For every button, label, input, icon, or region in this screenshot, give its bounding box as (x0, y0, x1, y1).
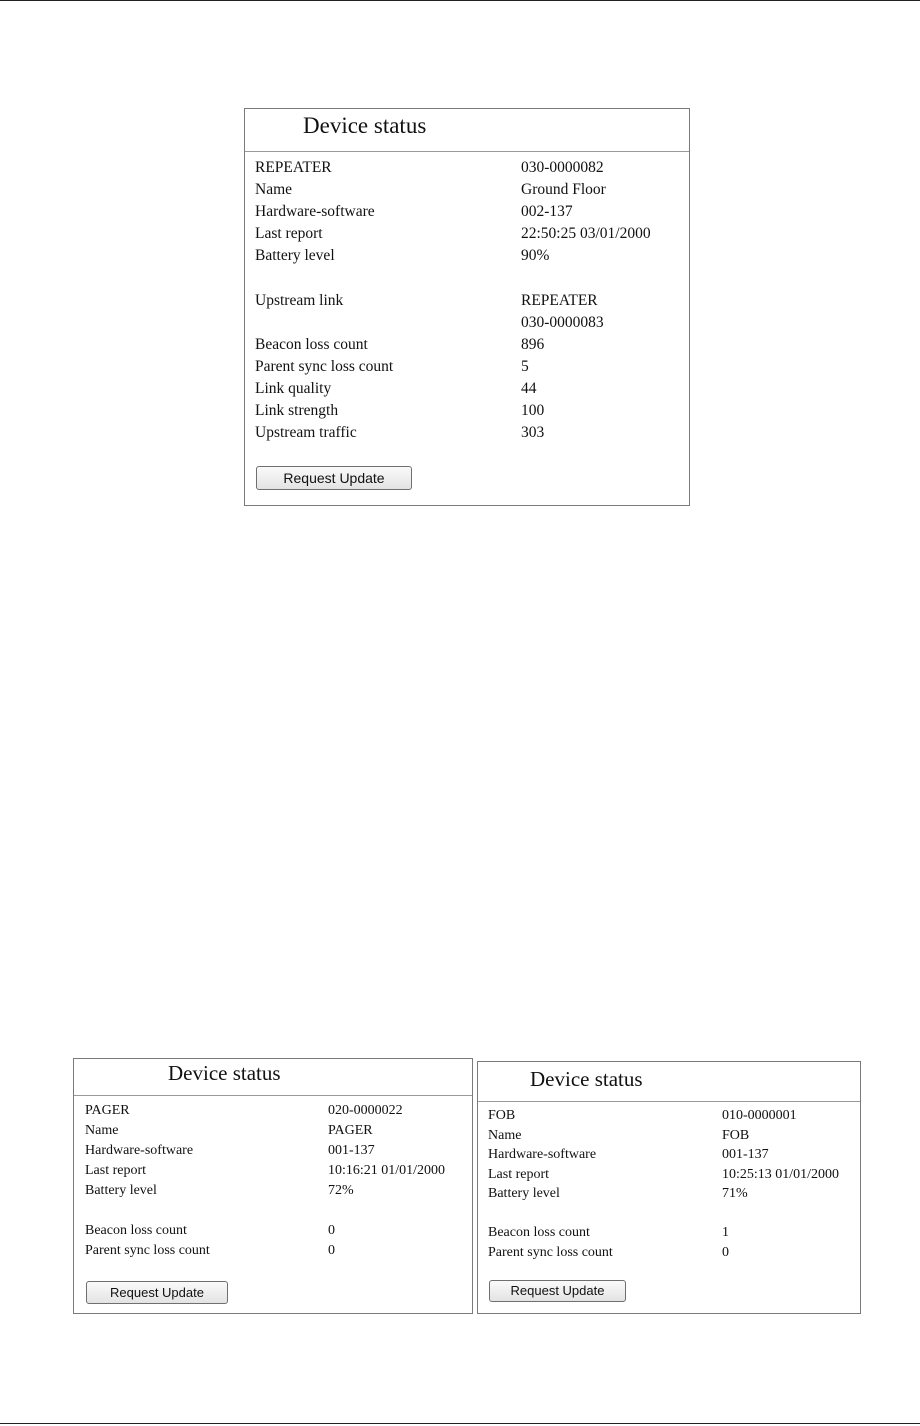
request-update-button[interactable]: Request Update (256, 466, 412, 490)
hardware-software-label: Hardware-software (488, 1147, 597, 1162)
device-status-panel-repeater (244, 108, 690, 506)
parent-sync-loss-count-value: 0 (722, 1245, 729, 1260)
panel-title: Device status (168, 1061, 281, 1085)
parent-sync-loss-count-label: Parent sync loss count (85, 1243, 210, 1258)
beacon-loss-count-value: 896 (521, 336, 545, 353)
panel-title: Device status (530, 1067, 643, 1091)
device-status-panel-pager (73, 1058, 473, 1314)
name-value: FOB (722, 1128, 750, 1143)
page-bottom-rule (0, 1423, 920, 1424)
hardware-software-label: Hardware-software (255, 203, 375, 220)
parent-sync-loss-count-value: 0 (328, 1243, 335, 1258)
device-id-value: 010-0000001 (722, 1108, 797, 1123)
hardware-software-value: 002-137 (521, 203, 573, 220)
parent-sync-loss-count-label: Parent sync loss count (255, 358, 394, 375)
name-label: Name (488, 1128, 522, 1143)
request-update-button[interactable]: Request Update (86, 1281, 228, 1304)
last-report-label: Last report (85, 1163, 147, 1178)
device-id-value: 030-0000082 (521, 159, 604, 176)
last-report-label: Last report (488, 1167, 550, 1182)
beacon-loss-count-label: Beacon loss count (85, 1223, 187, 1238)
battery-level-label: Battery level (85, 1183, 157, 1198)
device-id-value: 020-0000022 (328, 1103, 403, 1118)
panel-header (478, 1062, 860, 1102)
upstream-link-id-value: 030-0000083 (521, 314, 604, 331)
last-report-value: 10:16:21 01/01/2000 (328, 1163, 446, 1178)
last-report-label: Last report (255, 225, 323, 242)
upstream-traffic-label: Upstream traffic (255, 424, 357, 441)
last-report-value: 10:25:13 01/01/2000 (722, 1167, 840, 1182)
beacon-loss-count-label: Beacon loss count (488, 1225, 590, 1240)
link-strength-value: 100 (521, 402, 545, 419)
upstream-link-label: Upstream link (255, 292, 344, 309)
device-type-label: FOB (488, 1108, 516, 1123)
upstream-link-type-value: REPEATER (521, 292, 598, 309)
name-label: Name (85, 1123, 119, 1138)
beacon-loss-count-value: 0 (328, 1223, 335, 1238)
request-update-button[interactable]: Request Update (489, 1280, 626, 1302)
parent-sync-loss-count-value: 5 (521, 358, 529, 375)
last-report-value: 22:50:25 03/01/2000 (521, 225, 651, 242)
battery-level-label: Battery level (488, 1186, 560, 1201)
battery-level-value: 72% (328, 1183, 354, 1198)
link-strength-label: Link strength (255, 402, 339, 419)
hardware-software-value: 001-137 (722, 1147, 769, 1162)
hardware-software-value: 001-137 (328, 1143, 375, 1158)
name-label: Name (255, 181, 293, 198)
upstream-traffic-value: 303 (521, 424, 545, 441)
link-quality-label: Link quality (255, 380, 332, 397)
device-status-panel-fob (477, 1061, 861, 1314)
beacon-loss-count-value: 1 (722, 1225, 729, 1240)
page-top-rule (0, 0, 920, 1)
battery-level-label: Battery level (255, 247, 335, 264)
beacon-loss-count-label: Beacon loss count (255, 336, 368, 353)
battery-level-value: 71% (722, 1186, 748, 1201)
name-value: PAGER (328, 1123, 373, 1138)
device-type-label: REPEATER (255, 159, 332, 176)
device-type-label: PAGER (85, 1103, 130, 1118)
panel-header (245, 109, 689, 152)
battery-level-value: 90% (521, 247, 550, 264)
link-quality-value: 44 (521, 380, 537, 397)
parent-sync-loss-count-label: Parent sync loss count (488, 1245, 613, 1260)
hardware-software-label: Hardware-software (85, 1143, 194, 1158)
panel-header (74, 1059, 472, 1096)
name-value: Ground Floor (521, 181, 606, 198)
panel-title: Device status (303, 113, 427, 138)
